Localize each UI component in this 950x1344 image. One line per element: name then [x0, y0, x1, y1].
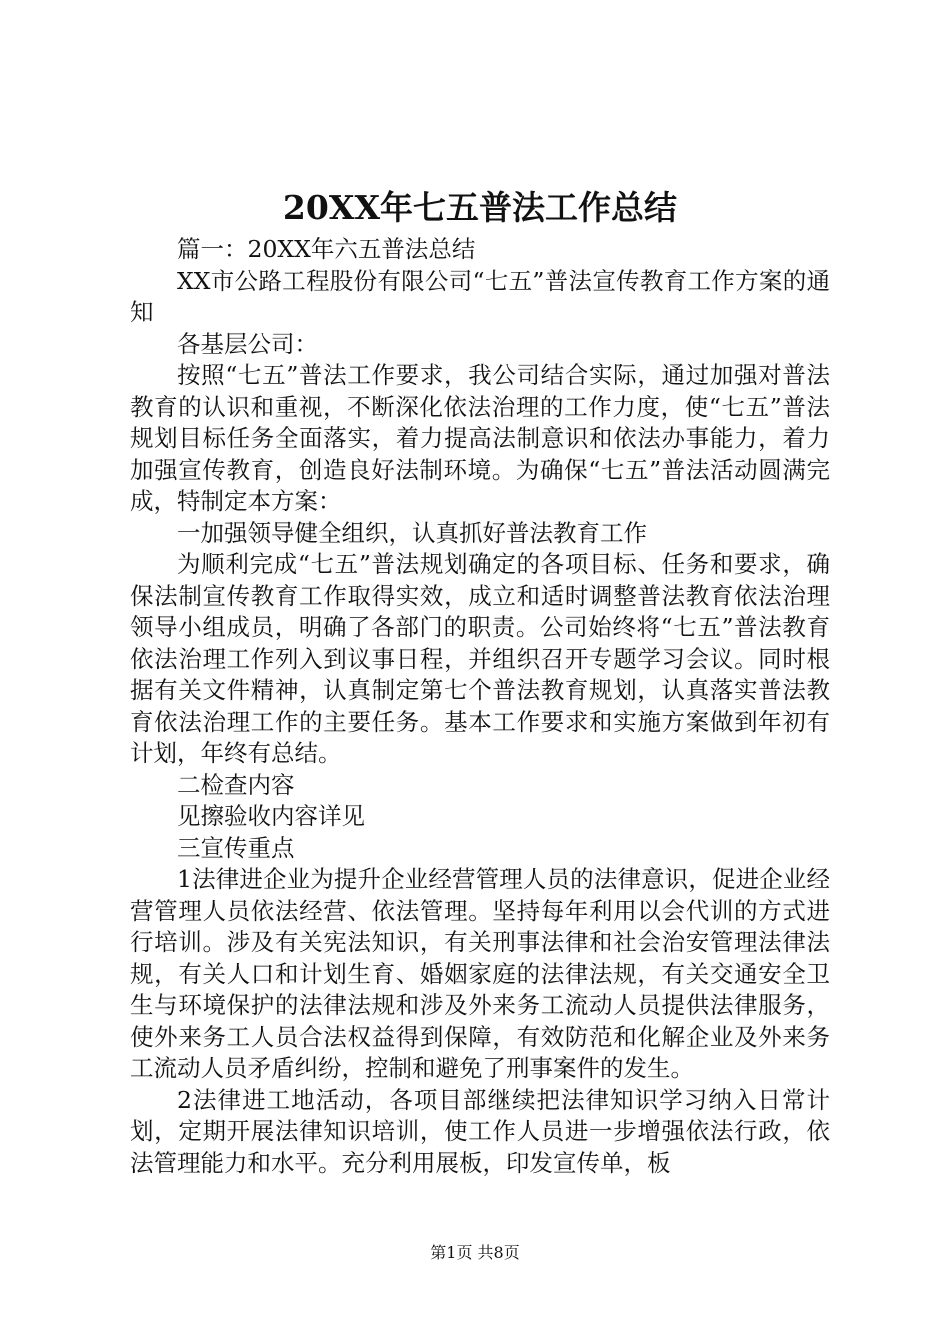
- paragraph-law-into-site: 2法律进工地活动，各项目部继续把法律知识学习纳入日常计划，定期开展法律知识培训，使工作人员进一步增强依法行政，依法管理能力和水平。充分利用展板，印发宣传单，板: [130, 1085, 830, 1177]
- paragraph-section-heading: 篇一：20XX年六五普法总结: [177, 235, 476, 263]
- paragraph-heading-three: 三宣传重点: [177, 833, 295, 862]
- document-title: 20XX年七五普法工作总结: [282, 188, 678, 227]
- paragraph-organization: 为顺利完成“七五”普法规划确定的各项目标、任务和要求，确保法制宣传教育工作取得实效，成立和适时调整普法教育依法治理领导小组成员，明确了各部门的职责。公司始终将“七五”普法教育依法治理工作列入到议事日程，并组织召开专题学习会议。同时根据有关文件精神，认真制定第七个普法教育规划，认真落实普法教育依法治理工作的主要任务。基本工作要求和实施方案做到年初有计划，年终有总结。: [130, 550, 830, 767]
- paragraph-heading-one: 一加强领导健全组织，认真抓好普法教育工作: [177, 518, 647, 547]
- paragraph-intro: 按照“七五”普法工作要求，我公司结合实际，通过加强对普法教育的认识和重视，不断深化依法治理的工作力度，使“七五”普法规划目标任务全面落实，着力提高法制意识和依法办事能力，着力加强宣传教育，创造良好法制环境。为确保“七五”普法活动圆满完成，特制定本方案：: [130, 361, 830, 515]
- paragraph-inspection-content: 见擦验收内容详见: [177, 802, 365, 830]
- document-body: [130, 234, 830, 1179]
- paragraph-heading-two: 二检查内容: [177, 770, 295, 799]
- paragraph-notice-title: XX市公路工程股份有限公司“七五”普法宣传教育工作方案的通知: [130, 266, 830, 326]
- paragraph-salutation: 各基层公司：: [177, 329, 318, 358]
- page-footer: 第1页 共8页: [430, 1243, 520, 1262]
- paragraph-law-into-enterprise: 1法律进企业为提升企业经营管理人员的法律意识，促进企业经营管理人员依法经营、依法管理。坚持每年利用以会代训的方式进行培训。涉及有关宪法知识，有关刑事法律和社会治安管理法律法规，有关人口和计划生育、婚姻家庭的法律法规，有关交通安全卫生与环境保护的法律法规和涉及外来务工流动人员提供法律服务，使外来务工人员合法权益得到保障，有效防范和化解企业及外来务工流动人员矛盾纠纷，控制和避免了刑事案件的发生。: [130, 865, 830, 1082]
